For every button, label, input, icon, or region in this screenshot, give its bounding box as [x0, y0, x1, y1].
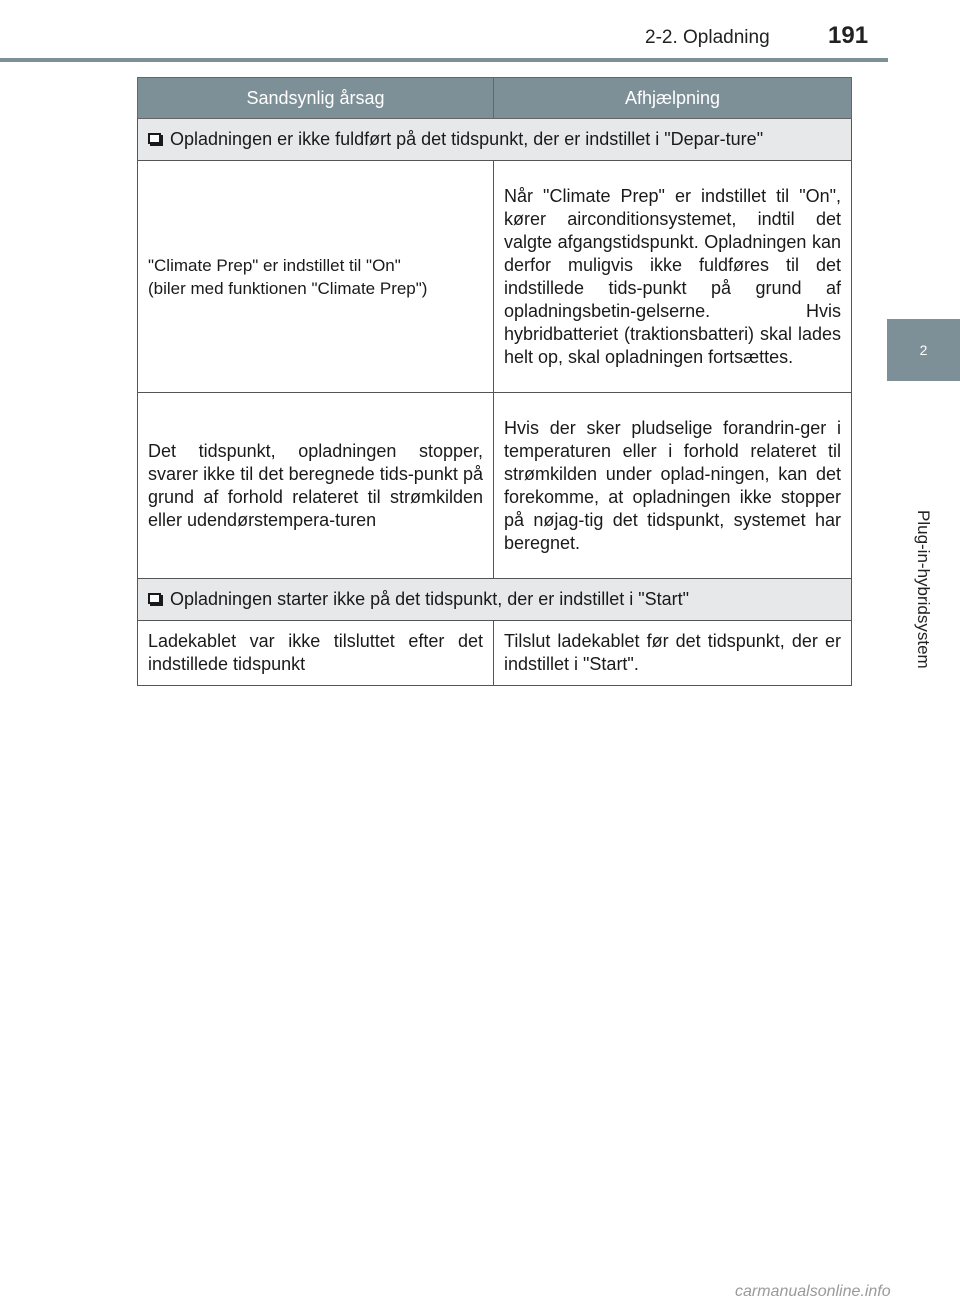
- watermark: carmanualsonline.info: [735, 1283, 891, 1300]
- column-header-cause: Sandsynlig årsag: [138, 78, 494, 119]
- checkbox-icon: [148, 593, 161, 604]
- section-heading-row: [138, 119, 852, 161]
- cause-cell: [138, 393, 494, 579]
- chapter-number: 2: [919, 342, 928, 358]
- cause-cell: [138, 621, 494, 686]
- header-rule: [0, 58, 888, 62]
- remedy-text: Tilslut ladekablet før det tidspunkt, der er indstillet i "Start".: [504, 631, 841, 674]
- cause-text: Ladekablet var ikke tilsluttet efter det indstillede tidspunkt: [148, 631, 483, 674]
- cause-cell: [138, 161, 494, 393]
- column-header-remedy: Afhjælpning: [494, 78, 852, 119]
- section-heading: [138, 579, 852, 621]
- chapter-tab: [887, 319, 960, 381]
- cause-text: "Climate Prep" er indstillet til "On" (biler med funktionen "Climate Prep"): [148, 255, 428, 298]
- table-row: [138, 621, 852, 686]
- section-title: 2-2. Opladning: [645, 27, 770, 48]
- remedy-text: Hvis der sker pludselige forandrin-ger i temperaturen eller i forhold relateret til strømkilden under oplad-ningen, kan det forekomme, at opladningen ikke stopper på nøjag-tig det tidspunkt, systemet har beregnet.: [504, 417, 841, 553]
- page-number: 191: [828, 22, 869, 49]
- troubleshooting-table: [137, 77, 852, 686]
- cause-text: Det tidspunkt, opladningen stopper, svarer ikke til det beregnede tids-punkt på grund af forhold relateret til strømkilden eller udendørstempera-turen: [148, 440, 483, 530]
- remedy-text: Når "Climate Prep" er indstillet til "On", kører airconditionsystemet, indtil det valgte afgangstidspunkt. Opladningen kan derfor muligvis ikke fuldføres til det indstillede tids-punkt på grund af opladningsbetin-gelserne. Hvis hybridbatteriet (traktionsbatteri) skal lades helt op, skal opladningen fortsættes.: [504, 185, 841, 367]
- table-header-row: [138, 78, 852, 119]
- chapter-title: Plug-in-hybridsystem: [914, 510, 933, 669]
- section-heading-text: Opladningen er ikke fuldført på det tidspunkt, der er indstillet i "Depar-ture": [170, 129, 764, 149]
- remedy-cell: [494, 393, 852, 579]
- table-row: [138, 393, 852, 579]
- remedy-cell: [494, 621, 852, 686]
- checkbox-icon: [148, 133, 161, 144]
- table-row: [138, 161, 852, 393]
- section-heading-row: [138, 579, 852, 621]
- section-heading-text: Opladningen starter ikke på det tidspunkt, der er indstillet i "Start": [170, 589, 690, 609]
- remedy-cell: [494, 161, 852, 393]
- section-heading: [138, 119, 852, 161]
